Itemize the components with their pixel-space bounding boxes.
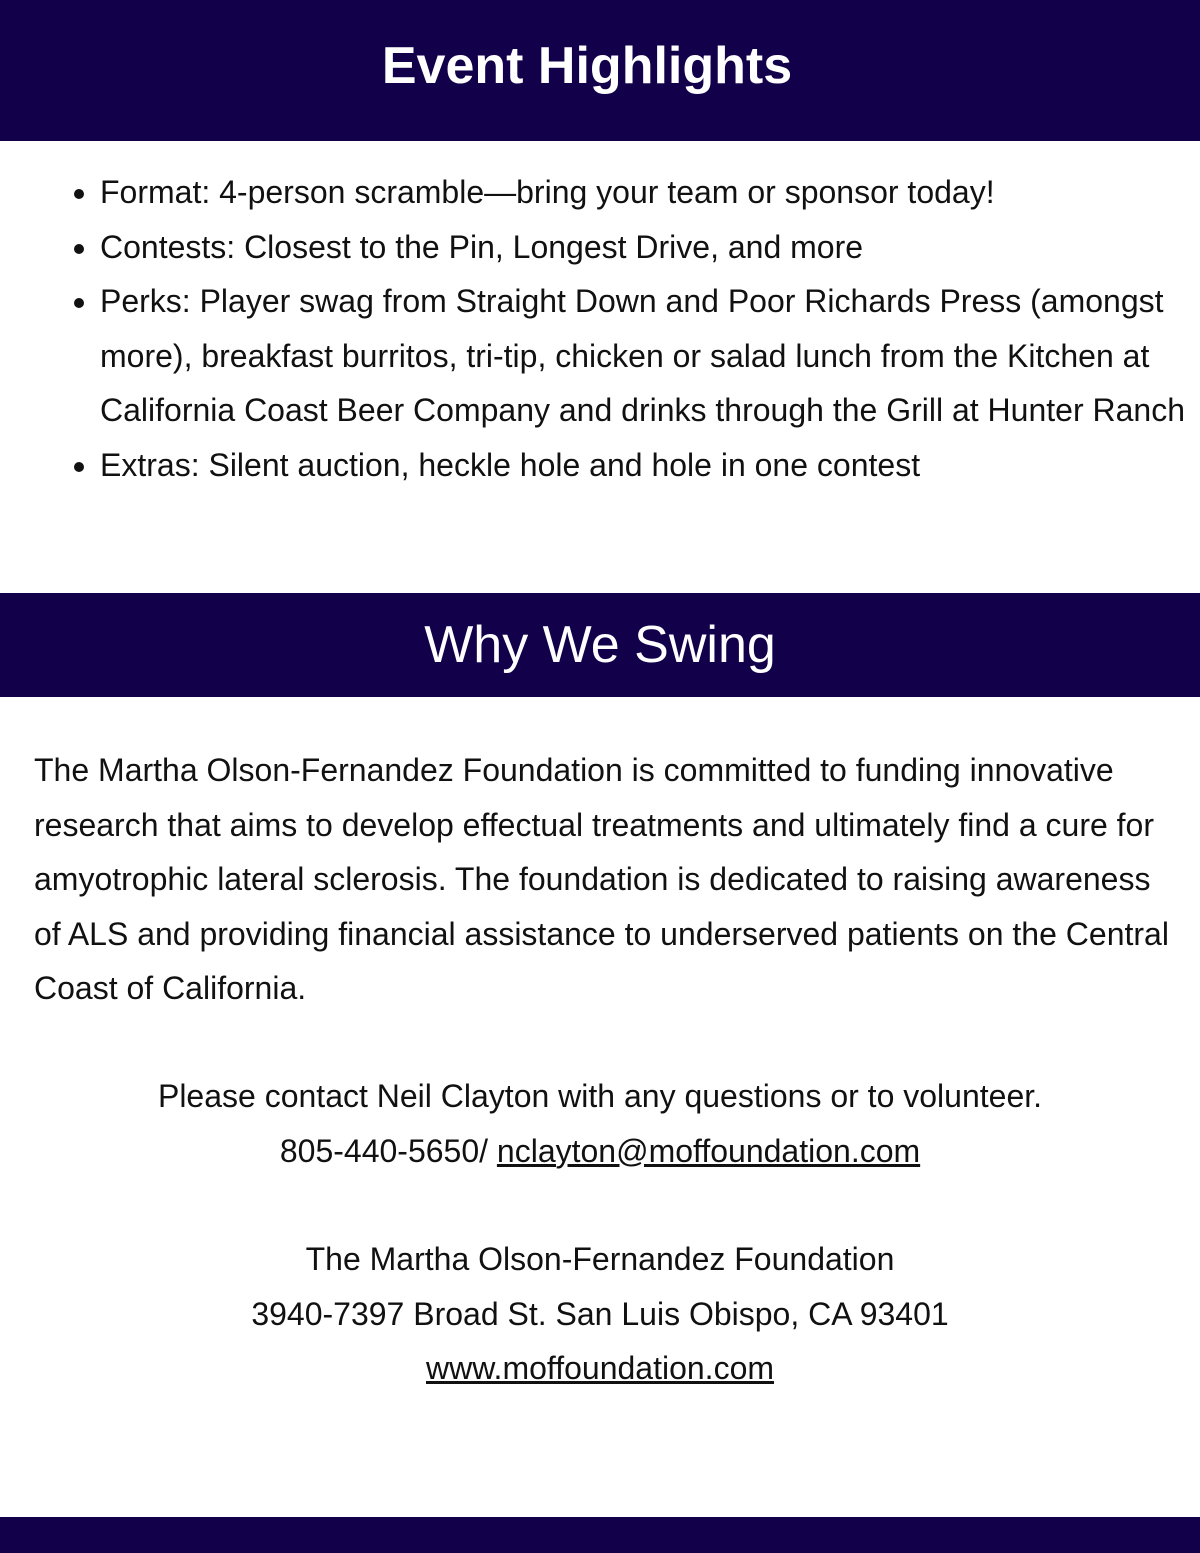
- event-highlights-header: [0, 0, 1200, 141]
- highlight-item: • Extras: Silent auction, heckle hole and hole in one contest: [100, 438, 1200, 493]
- why-we-swing-title: Why We Swing: [424, 616, 776, 674]
- contact-block: [0, 1069, 1200, 1178]
- why-we-swing-header: [0, 593, 1200, 697]
- highlight-item: • Format: 4-person scramble—bring your team or sponsor today!: [100, 165, 1200, 220]
- contact-text: Please contact Neil Clayton with any questions or to volunteer.: [157, 1078, 1043, 1114]
- footer-band: [0, 1517, 1200, 1553]
- contact-phone: 805-440-5650/: [279, 1132, 497, 1169]
- street-address: 3940-7397 Broad St. San Luis Obispo, CA 93401: [251, 1295, 949, 1332]
- contact-line: [0, 1124, 1200, 1179]
- event-highlights-title: Event Highlights: [381, 36, 793, 95]
- website-link[interactable]: www.moffoundation.com: [425, 1350, 775, 1386]
- highlights-list: [68, 165, 1200, 492]
- contact-email-link[interactable]: nclayton@moffoundation.com: [496, 1132, 921, 1169]
- highlight-item: • Perks: Player swag from Straight Down and Poor Richards Press (amongst more), breakfast burritos, tri-tip, chicken or salad lunch from the Kitchen at California Coast Beer Company and drinks through the Grill at Hunter Ranch: [100, 274, 1200, 438]
- address-block: [0, 1232, 1200, 1396]
- highlight-item: • Contests: Closest to the Pin, Longest Drive, and more: [100, 220, 1200, 275]
- organization-name: The Martha Olson-Fernandez Foundation: [305, 1241, 895, 1277]
- foundation-description: The Martha Olson-Fernandez Foundation is committed to funding innovative research that aims to develop effectual treatments and ultimately find a cure for amyotrophic lateral sclerosis. The foundation is dedicated to raising awareness of ALS and providing financial assistance to underserved patients on the Central Coast of California.: [34, 752, 1169, 1006]
